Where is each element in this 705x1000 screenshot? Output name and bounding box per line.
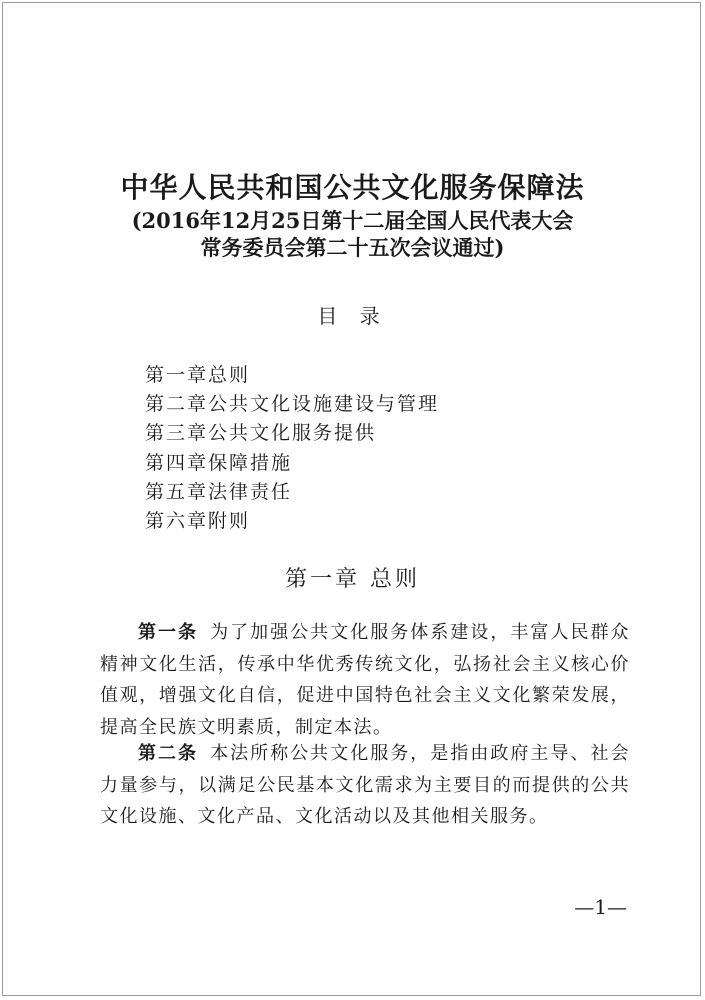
adoption-note-line-2: 常务委员会第二十五次会议通过)	[200, 235, 505, 260]
article-1-text: 为了加强公共文化服务体系建设，丰富人民群众精神文化生活，传承中华优秀传统文化，弘扬社会主义核心价值观，增强文化自信，促进中国特色社会主义文化繁荣发展，提高全民族文明素质，制定本法。	[100, 622, 631, 738]
table-of-contents-heading: 目 录	[317, 304, 388, 328]
toc-item-chapter-5: 第五章法律责任	[145, 480, 293, 503]
toc-item-chapter-1: 第一章总则	[145, 364, 251, 386]
toc-item-chapter-4: 第四章保障措施	[145, 451, 293, 474]
table-of-contents	[145, 361, 439, 536]
chapter-heading: 第一章 总则	[285, 567, 420, 592]
toc-item-chapter-6: 第六章附则	[145, 510, 251, 533]
article-2	[100, 738, 630, 833]
article-1-label: 第一条	[138, 622, 199, 643]
toc-item-chapter-2: 第二章公共文化设施建设与管理	[145, 393, 440, 416]
law-title: 中华人民共和国公共文化服务保障法	[120, 171, 585, 204]
article-2-text: 本法所称公共文化服务，是指由政府主导、社会力量参与，以满足公民基本文化需求为主要目的而提供的公共文化设施、文化产品、文化活动以及其他相关服务。	[100, 743, 631, 827]
toc-item-chapter-3: 第三章公共文化服务提供	[145, 422, 377, 445]
adoption-note-line-1: (2016年12月25日第十二届全国人民代表大会	[131, 208, 574, 233]
page-number: —1—	[574, 895, 627, 919]
article-2-label: 第二条	[138, 743, 199, 764]
article-1	[100, 617, 630, 743]
